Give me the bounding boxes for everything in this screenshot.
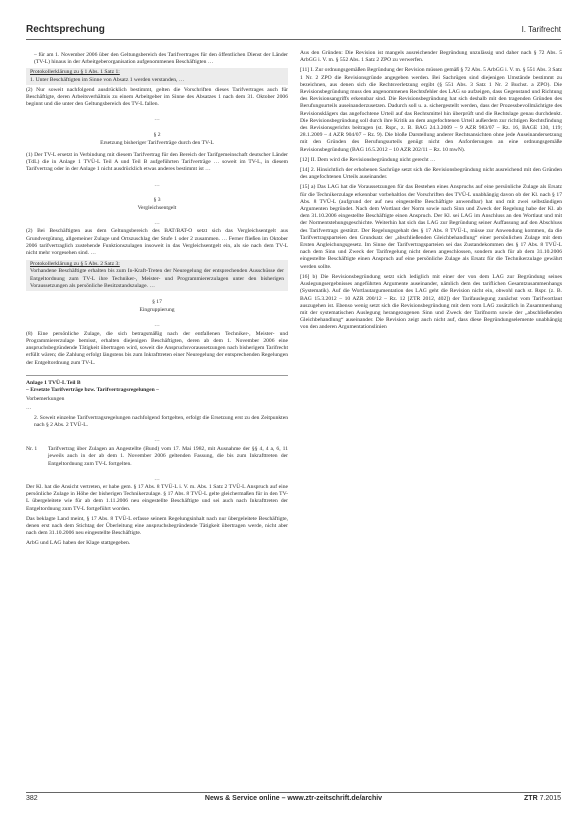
- left-column: [26, 50, 288, 790]
- appendix-subtitle: – Ersetzte Tarifverträge bzw. Tarifvertragsregelungen –: [26, 386, 159, 393]
- protocol-box-1-title: Protokollerklärung zu § 1 Abs. 1 Satz 1:: [30, 69, 120, 76]
- protocol-box-2: [26, 260, 288, 291]
- protocol-box-1: [26, 68, 288, 84]
- footer-rule: [26, 792, 561, 793]
- appendix-note-label: Nr. 1: [26, 446, 38, 453]
- section-3-title: Vergleichsentgelt: [137, 205, 177, 212]
- section-title: Rechtsprechung: [26, 24, 105, 35]
- paragraph-16: [16] b) Die Revisionsbegründung setzt sich lediglich mit einer der von dem LAG zur Begründung seines Auslegungsergebnisses angeführten Argumente auseinander, nämlich dem des tariflichen Gesamtzusammenhangs (Systematik). Auf die Wortlautargumentation des LAG geht die Revision nicht ein, obwohl nach st. Rspr. (z. B. BAG 15.3.2012 – 10 AZR 200/12 – Rz. 12 [ZTR 2012, 402]) der Tarifauslegung zunächst vom Tarifwortlaut auszugehen ist. Ebenso wenig setzt sich die Revisionsbegründung mit dem vom LAG zusätzlich in Zusammenhang mit der systematischen Auslegung herangezogenen Sinn und Zweck der Tarifnorm sowie der „abschließenden Gleichbehandlung“ auseinander. Die Revision zeigt auch nicht auf, dass diese Begründungselemente unabhängig von den anderen Argumentationslinien: [300, 273, 562, 331]
- ellipsis: …: [154, 322, 160, 329]
- page-footer: [26, 792, 561, 806]
- body-paragraph-3: ArbG und LAG haben der Klage stattgegeben.: [26, 540, 131, 547]
- paragraph-12: [12] II. Dem wird die Revisionsbegründung nicht gerecht …: [300, 156, 436, 163]
- paragraph-14: [14] 2. Hinsichtlich der erhobenen Sachrüge setzt sich die Revisionsbegründung nicht ausreichend mit den Gründen des angefochtenen Urteils auseinander.: [300, 167, 562, 181]
- appendix-note: [26, 446, 288, 468]
- reasons-paragraph: Aus den Gründen: Die Revision ist mangels ausreichender Begründung unzulässig und daher nach § 72 Abs. 5 ArbGG i. V. m. § 552 Abs. 1 Satz 2 ZPO zu verwerfen.: [300, 50, 562, 64]
- section-2-number: § 2: [153, 131, 161, 138]
- ellipsis: …: [154, 181, 160, 188]
- appendix-subtitle-2: Vorbemerkungen: [26, 396, 65, 403]
- appendix-note-text: Tarifvertrag über Zulagen an Angestellte (Bund) vom 17. Mai 1982, mit Ausnahme der §§ 4, 4 a, 6, 11 jeweils auch in der ab dem 1. November 2006 geltenden Fassung, die bis zum Inkrafttreten der Entgeltordnung zum TV-L fortgelten.: [48, 446, 288, 467]
- body-paragraph-1: Der Kl. hat die Ansicht vertreten, er habe gem. § 17 Abs. 8 TVÜ-L i. V. m. Abs. 1 Satz 2 TVÜ-L Anspruch auf eine persönliche Zulage in Höhe der bisherigen Technikerzulage. § 17 Abs. 8 TVÜ-L gelte gleichermaßen für in den TV-L übergeleitete wie für ab dem 1.11.2006 neu eingestellte Beschäftigte und sei auch nach Inkrafttreten der Entgeltordnung zum TV-L fortgeführt worden.: [26, 483, 288, 512]
- section-17-text: (8) Eine persönliche Zulage, die sich betragsmäßig nach der entfallenen Techniker-, Meister- und Programmiererzulage bemisst, erhalten diejenigen Beschäftigten, deren ab dem 1. November 2006 eine anspruchsbegründende Tätigkeit übertragen wird, soweit die Anspruchsvoraussetzungen nach bisherigem Tarifrecht erfüllt wären; die Zahlung erfolgt längstens bis zum Inkrafttreten einer Neuregelung der entsprechenden Regelungen der Entgeltordnung zum TV-L.: [26, 330, 288, 366]
- appendix-item-2: 2. Soweit einzelne Tarifvertragsregelungen nachfolgend fortgelten, erfolgt die Ersetzung erst zu den Zeitpunkten nach § 2 Abs. 2 TVÜ-L.: [34, 414, 288, 428]
- page-number: 382: [26, 795, 38, 802]
- ellipsis: …: [154, 220, 160, 227]
- protocol-box-2-text: Vorhandene Beschäftigte erhalten bis zum In-Kraft-Treten der Neuregelung der entsprechenden Ausschüsse der Entgeltordnung zum TV-L ihre Techniker-, Meister- und Programmiererzulagen unter den bisherigen Voraussetzungen als persönliche Besitzstandszulage. …: [30, 268, 284, 289]
- protocol-box-2-title: Protokollerklärung zu § 5 Abs. 2 Satz 3:: [30, 261, 120, 268]
- appendix-title: Anlage 1 TVÜ-L Teil B: [26, 379, 81, 386]
- ellipsis: …: [154, 436, 160, 443]
- ellipsis: …: [26, 405, 32, 412]
- ellipsis: …: [154, 116, 160, 123]
- ellipsis: …: [154, 475, 160, 482]
- divider: [26, 375, 288, 376]
- journal-abbr: ZTR: [524, 795, 538, 802]
- section-3-text: (2) Bei Beschäftigten aus dem Geltungsbereich des BAT/BAT-O setzt sich das Vergleichsentgelt aus Grundvergütung, allgemeiner Zulage und Ortszuschlag der Stufe 1 oder 2 zusammen. … Ferner fließen im Oktober 2006 tarifvertraglich zustehende Funktionszulagen insoweit in das Vergleichsentgelt ein, als sie nach dem TV-L nicht mehr vorgesehen sind. …: [26, 228, 288, 257]
- journal-issue-number: 7.2015: [539, 795, 561, 802]
- page-header: [26, 24, 561, 42]
- header-rule: [26, 39, 561, 40]
- section-17-number: § 17: [152, 299, 162, 306]
- intro-bullet: – für am 1. November 2006 über den Geltungsbereich des Tarifvertrages für den öffentlichen Dienst der Länder (TV-L) hinaus in der Arbeitgeberorganisation aufgenommenen Beschäftigten …: [34, 52, 288, 66]
- section-2-text: (1) Der TV-L ersetzt in Verbindung mit diesem Tarifvertrag für den Bereich der Tarifgemeinschaft deutscher Länder (TdL) die in Anlage 1 TVÜ-L Teil A und Teil B aufgeführten Tarifverträge … soweit im TV-L, in diesem Tarifvertrag oder in der Anlage 1 nicht ausdrücklich etwas anderes bestimmt ist …: [26, 152, 288, 173]
- body-paragraph-2: Das beklagte Land meint, § 17 Abs. 8 TVÜ-L erfasse seinem Regelungsinhalt nach nur übergeleitete Beschäftigte, denen erst nach dem Stichtag der Überleitung eine anspruchsbegründende Tätigkeit übertragen werde, nicht aber nach dem 31.10.2006 neu eingestellte Beschäftigte.: [26, 515, 288, 537]
- section-17-title: Eingruppierung: [139, 307, 175, 314]
- journal-issue: [524, 795, 561, 802]
- section-3-number: § 3: [153, 196, 161, 203]
- paragraph-2: (2) Nur soweit nachfolgend ausdrücklich bestimmt, gelten die Vorschriften dieses Tarifvertrages auch für Beschäftigte, deren Arbeitsverhältnis zu einem Arbeitgeber im Sinne des Absatzes 1 nach dem 31. Oktober 2006 beginnt und die unter den Geltungsbereich des TV-L fallen.: [26, 86, 288, 108]
- paragraph-11: [11] I. Zur ordnungsgemäßen Begründung der Revision müssen gemäß § 72 Abs. 5 ArbGG i. V. m. § 551 Abs. 3 Satz 1 Nr. 2 ZPO die Revisionsgründe angegeben werden. Bei Sachrügen sind diejenigen Umstände bestimmt zu bezeichnen, aus denen sich die Rechtsverletzung ergibt (§ 551 Abs. 3 Satz 1 Nr. 2 Buchst. a ZPO). Die Revisionsbegründung muss den angenommenen Rechtsfehler des LAG so aufzeigen, dass Gegenstand und Richtung des Revisionsangriffs erkennbar sind. Die Revisionsbegründung hat sich deshalb mit den tragenden Gründen des Berufungsurteils auseinanderzusetzen. Dadurch soll u. a. sichergestellt werden, dass der Prozessbevollmächtigte des Revisionsklägers das angefochtene Urteil auf das Rechtsmittel hin überprüft und die Rechtslage genau durchdenkt. Die Revisionsbegründung soll durch ihre Kritik an dem angefochtenen Urteil außerdem zur richtigen Rechtsfindung des Revisionsgerichts beitragen (st. Rspr., z. B. BAG 24.3.2009 – 9 AZR 983/07 – Rz. 16, BAGE 130, 119; 28.1.2009 – 4 AZR 904/07 – Rz. 9). Die bloße Darstellung anderer Rechtsansichten ohne jede Auseinandersetzung mit den Gründen des Berufungsurteils genügt nicht den Anforderungen an eine ordnungsgemäße Revisionsbegründung (BAG 16.5.2012 – 10 AZR 202/11 – Rz. 10 mwN).: [300, 67, 562, 153]
- right-column: [300, 50, 562, 790]
- paragraph-15: [15] a) Das LAG hat die Voraussetzungen für das Bestehen eines Anspruchs auf eine persönliche Zulage als Ersatz für die Technikerzulage erkennbar vorbehaltlos der Vorschriften des TVÜ-L unabhängig davon ob der Kl. nach § 17 Abs. 8 TVÜ-L (aufgrund der auf neu eingestellte Beschäftigte anwendbar) hat und mit zwei selbständigen Argumenten begründet. Nach dem Wortlaut der Norm sowie nach Sinn und Zweck der Regelung habe der Kl. ab dem 31.10.2006 eingestellte Beschäftigte einen Anspruch. Der Kl. sei LAG im Anschluss an den Wortlaut und mit der Normentstehungsgeschichte. Weiterhin hat sich das LAG zur Begründung seiner Auffassung auf den Abschluss des Tarifvertrags gestützt. Der Regelungsgehalt des § 17 Abs. 8 TVÜ-L, müsse zur Anwendung kommen, da die Tarifvertragsparteien den Grundsatz der „abschließenden Gleichbehandlung“ einer persönlichen Zulage mit dem Ersten Angleichungsgesetz. Im Sinne der Tarifvertragsparteien sei das Zustandekommen des § 17 Abs. 8 TVÜ-L nach dem Sinn und Zweck der Tarifregelung nicht denen angeschlossen, sondern auch für ab dem 31.10.2006 eingestellte Beschäftigte einen Anspruch auf eine persönliche Zulage als Ersatz für die Technikerzulage gewährt werden sollte.: [300, 184, 562, 270]
- protocol-box-1-text: 1. Unter Beschäftigten im Sinne von Absatz 1 werden verstanden, …: [30, 76, 185, 83]
- footer-link-text: News & Service online – www.ztr-zeitschrift.de/archiv: [204, 795, 383, 802]
- section-2-title: Ersetzung bisheriger Tarifverträge durch den TV-L: [100, 139, 214, 146]
- category-label: I. Tarifrecht: [521, 25, 561, 34]
